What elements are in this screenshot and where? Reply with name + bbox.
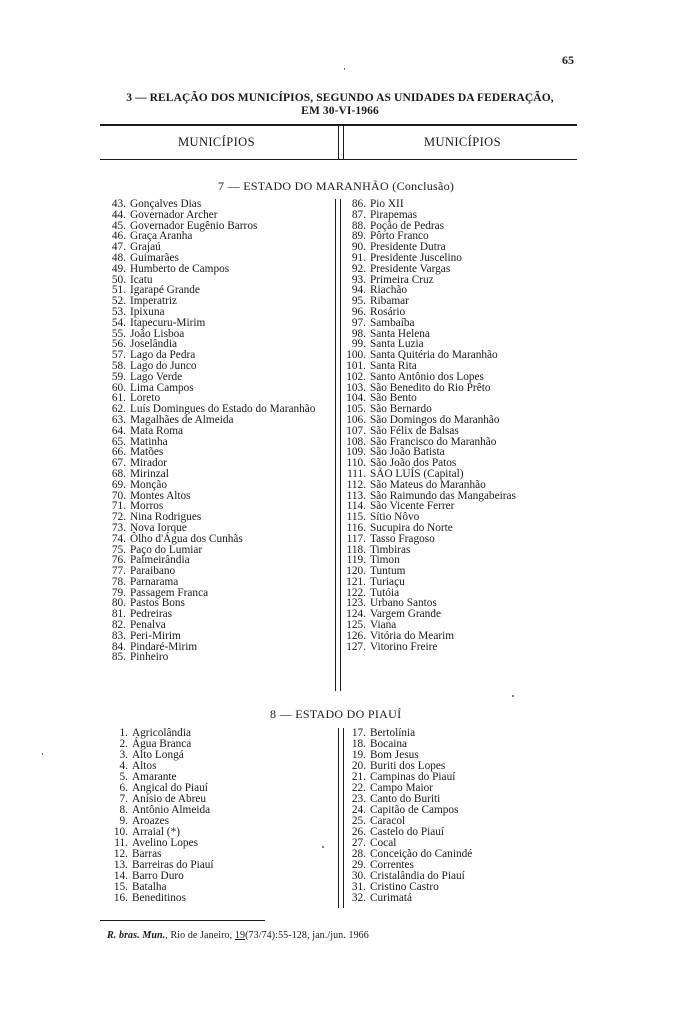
municipality-name: Icatu — [130, 273, 153, 286]
municipality-name: Curimatá — [370, 892, 413, 904]
section-8-right-list — [343, 728, 472, 904]
item-number: 13. — [113, 859, 128, 871]
item-number: 121. — [346, 575, 366, 588]
municipality-name: Buriti dos Lopes — [370, 760, 446, 772]
list-item — [343, 566, 516, 577]
item-number: 24. — [351, 804, 366, 816]
municipality-name: Lago do Junco — [130, 359, 197, 372]
list-item — [343, 318, 516, 329]
municipality-name: Pio XII — [370, 198, 404, 210]
footer-journal: R. bras. Mun. — [107, 930, 166, 941]
item-number: 77. — [111, 565, 126, 578]
section-7-column-divider — [335, 199, 341, 691]
item-number: 93. — [351, 273, 366, 286]
municipality-name: Magalhães de Almeida — [130, 413, 234, 426]
municipality-name: Avelino Lopes — [132, 837, 198, 849]
item-number: 74. — [111, 532, 126, 545]
municipality-name: Arraial (*) — [132, 826, 180, 838]
item-number: 76. — [111, 554, 126, 567]
municipality-name: Barreiras do Piauí — [132, 859, 214, 871]
municipality-name: Presidente Vargas — [370, 262, 451, 275]
municipality-name: Pedreiras — [130, 608, 173, 621]
footer-volume: 19 — [234, 930, 246, 941]
municipality-name: Matões — [130, 446, 164, 459]
list-item — [106, 652, 315, 663]
municipality-name: Penalva — [130, 619, 166, 632]
item-number: 4. — [119, 760, 128, 772]
municipality-name: Monção — [130, 478, 168, 491]
item-number: 104. — [346, 392, 366, 405]
item-number: 26. — [351, 826, 366, 838]
municipality-name: Ipixuna — [130, 305, 165, 318]
scan-speck — [344, 68, 345, 70]
municipality-name: Pindaré-Mirim — [130, 640, 198, 653]
footer-rule — [100, 920, 265, 921]
item-number: 122. — [346, 586, 366, 599]
item-number: 1. — [119, 727, 128, 739]
municipality-name: Grajaú — [130, 241, 161, 254]
municipality-name: Graça Aranha — [130, 230, 193, 243]
item-number: 75. — [111, 543, 126, 556]
municipality-name: Castelo do Piauí — [370, 826, 445, 838]
municipality-name: Aroazes — [132, 815, 170, 827]
municipality-name: Campinas do Piauí — [370, 771, 456, 783]
item-number: 101. — [346, 359, 366, 372]
municipality-name: Capitão de Campos — [370, 804, 459, 816]
item-number: 11. — [114, 837, 128, 849]
municipality-name: Angical do Piauí — [132, 782, 208, 794]
section-7-left-list — [106, 199, 315, 663]
item-number: 31. — [351, 881, 366, 893]
item-number: 81. — [111, 608, 126, 621]
municipality-name: Morros — [130, 500, 164, 513]
municipality-name: Cristino Castro — [370, 881, 439, 893]
municipality-name: Mirador — [130, 457, 168, 470]
item-number: 73. — [111, 521, 126, 534]
municipality-name: Tasso Fragoso — [370, 532, 435, 545]
item-number: 95. — [351, 295, 366, 308]
municipality-name: Pastos Bons — [130, 597, 185, 610]
municipality-name: Igarapé Grande — [130, 284, 200, 297]
item-number: 107. — [346, 424, 366, 437]
item-number: 20. — [351, 760, 366, 772]
municipality-name: Lago Verde — [130, 370, 183, 383]
item-number: 5. — [119, 771, 128, 783]
municipality-name: São Francisco do Maranhão — [370, 435, 497, 448]
list-item — [343, 199, 516, 210]
municipality-name: Lima Campos — [130, 381, 194, 394]
item-number: 67. — [111, 457, 126, 470]
municipality-name: Amarante — [132, 771, 177, 783]
municipality-name: Beneditinos — [132, 892, 186, 904]
municipality-name: São Bernardo — [370, 403, 432, 416]
item-number: 3. — [119, 749, 128, 761]
page-number: 65 — [562, 53, 574, 67]
list-item — [106, 318, 315, 329]
item-number: 53. — [111, 305, 126, 318]
item-number: 105. — [346, 403, 366, 416]
municipality-name: São João Batista — [370, 446, 445, 459]
municipality-name: Sucupira do Norte — [370, 521, 453, 534]
item-number: 118. — [346, 543, 366, 556]
municipality-name: Altos — [132, 760, 157, 772]
municipality-name: Luís Domingues do Estado do Maranhão — [130, 403, 316, 416]
municipality-name: Poção de Pedras — [370, 219, 445, 232]
list-item — [343, 210, 516, 221]
title-line-2: EM 30-VI-1966 — [301, 105, 379, 117]
item-number: 29. — [351, 859, 366, 871]
item-number: 114. — [346, 500, 366, 513]
municipality-name: Pirapemas — [370, 208, 418, 221]
item-number: 18. — [351, 738, 366, 750]
item-number: 115. — [346, 511, 366, 524]
municipality-name: Imperatriz — [130, 295, 178, 308]
municipality-name: Paraibano — [130, 565, 176, 578]
municipality-name: Alto Longá — [132, 749, 184, 761]
list-item — [343, 609, 516, 620]
list-item — [343, 480, 516, 491]
municipality-name: Presidente Dutra — [370, 241, 446, 254]
item-number: 45. — [111, 219, 126, 232]
item-number: 91. — [351, 251, 366, 264]
item-number: 58. — [111, 359, 126, 372]
municipality-name: Riachão — [370, 284, 408, 297]
item-number: 16. — [113, 892, 128, 904]
section-7-right-list — [343, 199, 516, 652]
list-item — [106, 534, 315, 545]
item-number: 84. — [111, 640, 126, 653]
municipality-name: Caracol — [370, 815, 406, 827]
municipality-name: Urbano Santos — [370, 597, 437, 610]
item-number: 19. — [351, 749, 366, 761]
header-bottom-rule — [100, 159, 577, 160]
municipality-name: Sambaíba — [370, 316, 415, 329]
item-number: 7. — [119, 793, 128, 805]
item-number: 65. — [111, 435, 126, 448]
municipality-name: Ôlho d'Água dos Cunhãs — [130, 532, 243, 545]
item-number: 10. — [113, 826, 128, 838]
list-item — [343, 577, 516, 588]
list-item — [343, 426, 516, 437]
item-number: 96. — [351, 305, 366, 318]
list-item — [106, 372, 315, 383]
municipality-name: Governador Archer — [130, 208, 218, 221]
municipality-name: Parnarama — [130, 575, 179, 588]
item-number: 89. — [351, 230, 366, 243]
list-item — [343, 329, 516, 340]
column-header-right: MUNICÍPIOS — [424, 135, 501, 149]
item-number: 83. — [111, 629, 126, 642]
item-number: 56. — [111, 338, 126, 351]
item-number: 70. — [111, 489, 126, 502]
item-number: 12. — [113, 848, 128, 860]
list-item — [106, 264, 315, 275]
item-number: 98. — [351, 327, 366, 340]
list-item — [343, 893, 472, 904]
item-number: 52. — [111, 295, 126, 308]
item-number: 57. — [111, 349, 126, 362]
item-number: 90. — [351, 241, 366, 254]
municipality-name: Primeira Cruz — [370, 273, 434, 286]
item-number: 64. — [111, 424, 126, 437]
list-item — [106, 210, 315, 221]
item-number: 116. — [346, 521, 366, 534]
list-item — [106, 426, 315, 437]
municipality-name: Santa Luzia — [370, 338, 424, 351]
municipality-name: Viana — [370, 619, 397, 632]
municipality-name: Montes Altos — [130, 489, 191, 502]
municipality-name: Matinha — [130, 435, 168, 448]
item-number: 126. — [346, 629, 366, 642]
list-item — [343, 555, 516, 566]
item-number: 27. — [351, 837, 366, 849]
item-number: 123. — [346, 597, 366, 610]
municipality-name: Vargem Grande — [370, 608, 441, 621]
list-item — [343, 534, 516, 545]
item-number: 106. — [346, 413, 366, 426]
item-number: 25. — [351, 815, 366, 827]
municipality-name: São Mateus do Maranhão — [370, 478, 486, 491]
item-number: 17. — [351, 727, 366, 739]
list-item — [343, 221, 516, 232]
list-item — [343, 285, 516, 296]
municipality-name: Conceição do Canindé — [370, 848, 473, 860]
municipality-name: Santa Rita — [370, 359, 417, 372]
municipality-name: Cocal — [370, 837, 397, 849]
list-item — [343, 296, 516, 307]
municipality-name: Rosário — [370, 305, 406, 318]
item-number: 92. — [351, 262, 366, 275]
municipality-name: Mirinzal — [130, 467, 169, 480]
item-number: 103. — [346, 381, 366, 394]
municipality-name: São Bento — [370, 392, 417, 405]
item-number: 79. — [111, 586, 126, 599]
item-number: 43. — [111, 198, 126, 210]
item-number: 97. — [351, 316, 366, 329]
scan-speck — [322, 846, 324, 848]
item-number: 21. — [351, 771, 366, 783]
item-number: 66. — [111, 446, 126, 459]
municipality-name: São João dos Patos — [370, 457, 457, 470]
list-item — [343, 307, 516, 318]
municipality-name: João Lisboa — [130, 327, 185, 340]
municipality-name: Pôrto Franco — [370, 230, 429, 243]
municipality-name: Ribamar — [370, 295, 409, 308]
municipality-name: Santa Quitéria do Maranhão — [370, 349, 498, 362]
item-number: 109. — [346, 446, 366, 459]
municipality-name: Joselândia — [130, 338, 178, 351]
municipality-name: Loreto — [130, 392, 161, 405]
municipality-name: Palmeirândia — [130, 554, 190, 567]
municipality-name: São Vicente Ferrer — [370, 500, 455, 513]
item-number: 120. — [346, 565, 366, 578]
municipality-name: Nina Rodrigues — [130, 511, 202, 524]
item-number: 127. — [346, 640, 366, 653]
section-7-title: 7 — ESTADO DO MARANHÃO (Conclusão) — [218, 179, 455, 193]
municipality-name: Passagem Franca — [130, 586, 209, 599]
item-number: 94. — [351, 284, 366, 297]
item-number: 54. — [111, 316, 126, 329]
list-item — [343, 545, 516, 556]
municipality-name: Governador Eugênio Barros — [130, 219, 258, 232]
municipality-name: Itapecuru-Mirim — [130, 316, 206, 329]
table-title — [90, 92, 590, 118]
list-item — [343, 275, 516, 286]
item-number: 2. — [119, 738, 128, 750]
item-number: 82. — [111, 619, 126, 632]
item-number: 117. — [346, 532, 366, 545]
item-number: 111. — [347, 467, 366, 480]
item-number: 14. — [113, 870, 128, 882]
item-number: 49. — [111, 262, 126, 275]
municipality-name: Canto do Buriti — [370, 793, 441, 805]
section-8-left-list — [110, 728, 214, 904]
list-item — [343, 501, 516, 512]
item-number: 48. — [111, 251, 126, 264]
municipality-name: Peri-Mirim — [130, 629, 181, 642]
list-item — [343, 350, 516, 361]
municipality-name: Água Branca — [132, 738, 192, 750]
item-number: 28. — [351, 848, 366, 860]
municipality-name: Bertolínia — [370, 727, 416, 739]
municipality-name: Bom Jesus — [370, 749, 419, 761]
list-item — [343, 372, 516, 383]
title-line-1: 3 — RELAÇÃO DOS MUNICÍPIOS, SEGUNDO AS UNIDADES DA FEDERAÇÃO, — [126, 92, 554, 104]
footer-place: , Rio de Janeiro, — [165, 930, 235, 941]
municipality-name: Vitorino Freire — [370, 640, 438, 653]
municipality-name: Timon — [370, 554, 400, 567]
footer-rest: (73/74):55-128, jan./jun. 1966 — [245, 930, 369, 941]
item-number: 68. — [111, 467, 126, 480]
item-number: 59. — [111, 370, 126, 383]
municipality-name: São Domingos do Maranhão — [370, 413, 500, 426]
column-header-left: MUNICÍPIOS — [178, 135, 255, 149]
municipality-name: Presidente Juscelino — [370, 251, 462, 264]
municipality-name: Vitória do Mearim — [370, 629, 455, 642]
municipality-name: Barras — [132, 848, 162, 860]
municipality-name: Bocaina — [370, 738, 408, 750]
item-number: 32. — [351, 892, 366, 904]
item-number: 8. — [119, 804, 128, 816]
item-number: 69. — [111, 478, 126, 491]
item-number: 46. — [111, 230, 126, 243]
municipality-name: São Raimundo das Mangabeiras — [370, 489, 516, 502]
item-number: 85. — [111, 651, 126, 664]
item-number: 22. — [351, 782, 366, 794]
item-number: 110. — [346, 457, 366, 470]
municipality-name: Gonçalves Dias — [130, 198, 202, 210]
item-number: 30. — [351, 870, 366, 882]
municipality-name: Sítio Nôvo — [370, 511, 420, 524]
list-item — [343, 383, 516, 394]
municipality-name: Guimarães — [130, 251, 179, 264]
item-number: 88. — [351, 219, 366, 232]
item-number: 61. — [111, 392, 126, 405]
item-number: 87. — [351, 208, 366, 221]
item-number: 108. — [346, 435, 366, 448]
item-number: 86. — [351, 198, 366, 210]
list-item — [106, 480, 315, 491]
item-number: 55. — [111, 327, 126, 340]
item-number: 125. — [346, 619, 366, 632]
municipality-name: Agricolândia — [132, 727, 191, 739]
municipality-name: Santa Helena — [370, 327, 430, 340]
municipality-name: Cristalândia do Piauí — [370, 870, 465, 882]
item-number: 124. — [346, 608, 366, 621]
municipality-name: São Benedito do Rio Prêto — [370, 381, 491, 394]
item-number: 80. — [111, 597, 126, 610]
item-number: 99. — [351, 338, 366, 351]
municipality-name: Campo Maior — [370, 782, 434, 794]
item-number: 112. — [346, 478, 366, 491]
item-number: 50. — [111, 273, 126, 286]
item-number: 44. — [111, 208, 126, 221]
municipality-name: Tutóia — [370, 586, 400, 599]
municipality-name: Tuntum — [370, 565, 406, 578]
municipality-name: Correntes — [370, 859, 414, 871]
header-column-divider — [338, 125, 344, 159]
item-number: 9. — [119, 815, 128, 827]
list-item — [343, 642, 516, 653]
item-number: 72. — [111, 511, 126, 524]
item-number: 63. — [111, 413, 126, 426]
list-item — [343, 264, 516, 275]
item-number: 113. — [346, 489, 366, 502]
municipality-name: SÃO LUÍS (Capital) — [370, 467, 464, 480]
municipality-name: Humberto de Campos — [130, 262, 230, 275]
item-number: 60. — [111, 381, 126, 394]
item-number: 78. — [111, 575, 126, 588]
municipality-name: Turiaçu — [370, 575, 405, 588]
municipality-name: Paço do Lumiar — [130, 543, 203, 556]
municipality-name: Timbiras — [370, 543, 411, 556]
item-number: 71. — [111, 500, 126, 513]
item-number: 15. — [113, 881, 128, 893]
municipality-name: São Félix de Balsas — [370, 424, 459, 437]
footer-citation — [107, 930, 369, 941]
municipality-name: Barro Duro — [132, 870, 184, 882]
municipality-name: Santo Antônio dos Lopes — [370, 370, 484, 383]
section-8-title: 8 — ESTADO DO PIAUÍ — [270, 707, 402, 721]
item-number: 62. — [111, 403, 126, 416]
item-number: 6. — [119, 782, 128, 794]
municipality-name: Pinheiro — [130, 651, 169, 664]
item-number: 23. — [351, 793, 366, 805]
municipality-name: Mata Roma — [130, 424, 184, 437]
municipality-name: Batalha — [132, 881, 167, 893]
item-number: 51. — [111, 284, 126, 297]
item-number: 100. — [346, 349, 366, 362]
municipality-name: Nova Iorque — [130, 521, 187, 534]
item-number: 47. — [111, 241, 126, 254]
item-number: 102. — [346, 370, 366, 383]
municipality-name: Lago da Pedra — [130, 349, 196, 362]
municipality-name: Anísio de Abreu — [132, 793, 207, 805]
scan-speck — [512, 695, 514, 697]
list-item — [110, 893, 214, 904]
scan-speck — [42, 753, 43, 755]
item-number: 119. — [346, 554, 366, 567]
municipality-name: Antônio Almeida — [132, 804, 211, 816]
